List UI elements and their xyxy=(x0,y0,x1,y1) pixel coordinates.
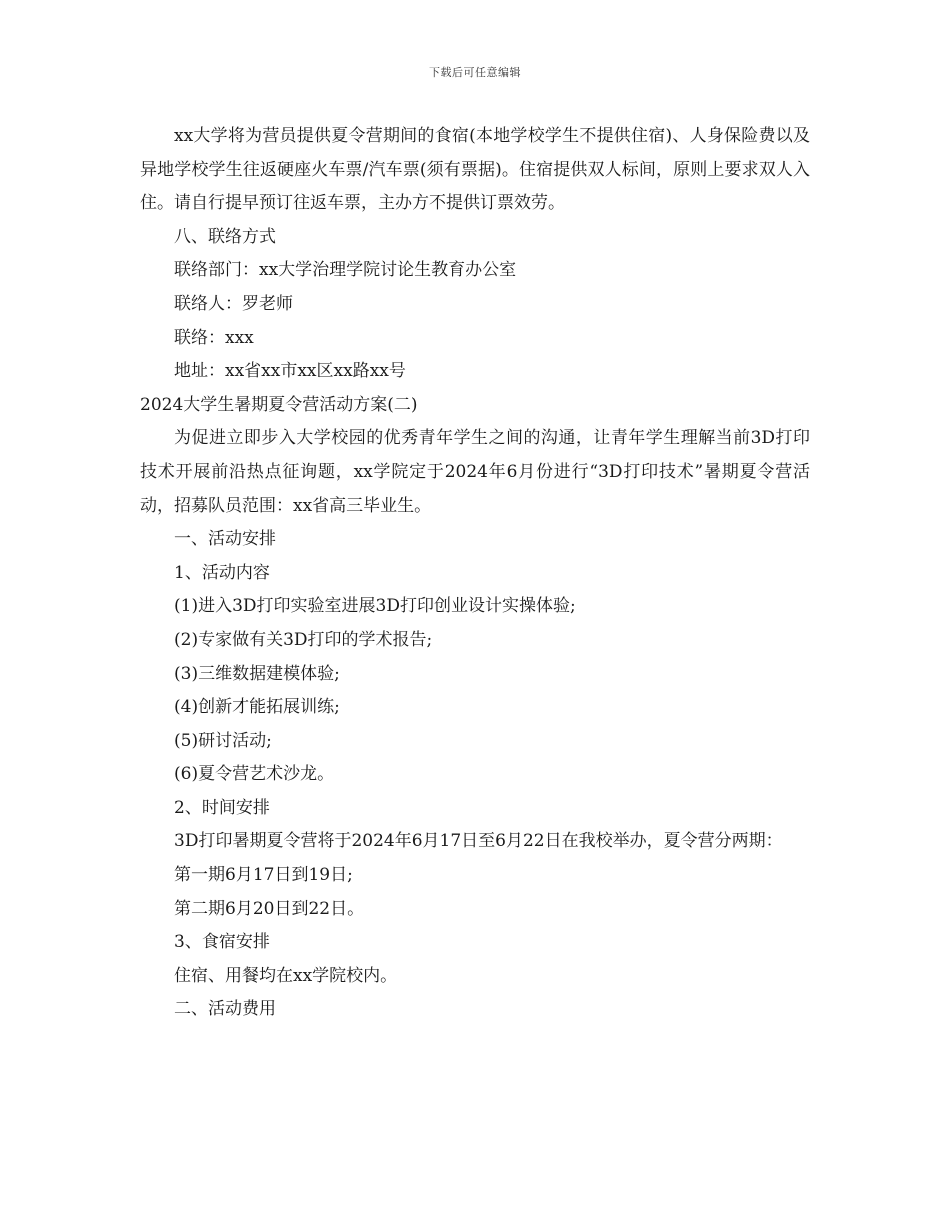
contact-address: 地址：xx省xx市xx区xx路xx号 xyxy=(174,361,406,382)
list-item: (3)三维数据建模体验; xyxy=(174,663,340,684)
paragraph-intro: 为促进立即步入大学校园的优秀青年学生之间的沟通，让青年学生理解当前3D打印技术开展前沿热点征询题，xx学院定于2024年6月份进行“3D打印技术”暑期夏令营活动，招募队员范围：xx省高三毕业生。 xyxy=(140,428,810,516)
section-heading-fees: 二、活动费用 xyxy=(174,999,276,1020)
contact-person: 联络人：罗老师 xyxy=(174,293,293,314)
contact-department: 联络部门：xx大学治理学院讨论生教育办公室 xyxy=(174,260,517,281)
subsection-lodging: 3、食宿安排 xyxy=(174,932,270,953)
subsection-content: 1、活动内容 xyxy=(174,562,270,583)
subsection-schedule: 2、时间安排 xyxy=(174,797,270,818)
paragraph-accommodation: xx大学将为营员提供夏令营期间的食宿(本地学校学生不提供住宿)、人身保险费以及异地学校学生往返硬座火车票/汽车票(须有票据)。住宿提供双人标间，原则上要求双人入住。请自行提早预订往返车票，主办方不提供订票效劳。 xyxy=(140,126,810,214)
list-item: (4)创新才能拓展训练; xyxy=(174,697,340,718)
list-item: (6)夏令营艺术沙龙。 xyxy=(174,764,335,785)
schedule-period-1: 第一期6月17日到19日; xyxy=(174,865,353,886)
list-item: (2)专家做有关3D打印的学术报告; xyxy=(174,629,433,650)
document-body xyxy=(140,120,810,1027)
lodging-text: 住宿、用餐均在xx学院校内。 xyxy=(174,965,398,986)
section-heading-arrangement: 一、活动安排 xyxy=(174,529,276,550)
section-heading-contact: 八、联络方式 xyxy=(174,226,276,247)
plan-title: 2024大学生暑期夏令营活动方案(二) xyxy=(140,394,418,415)
list-item: (5)研讨活动; xyxy=(174,730,272,751)
contact-phone: 联络：xxx xyxy=(174,327,254,348)
paragraph-schedule: 3D打印暑期夏令营将于2024年6月17日至6月22日在我校举办，夏令营分两期： xyxy=(174,831,783,852)
list-item: (1)进入3D打印实验室进展3D打印创业设计实操体验; xyxy=(174,596,576,617)
page-header: 下载后可任意编辑 xyxy=(429,66,521,79)
schedule-period-2: 第二期6月20日到22日。 xyxy=(174,898,365,919)
